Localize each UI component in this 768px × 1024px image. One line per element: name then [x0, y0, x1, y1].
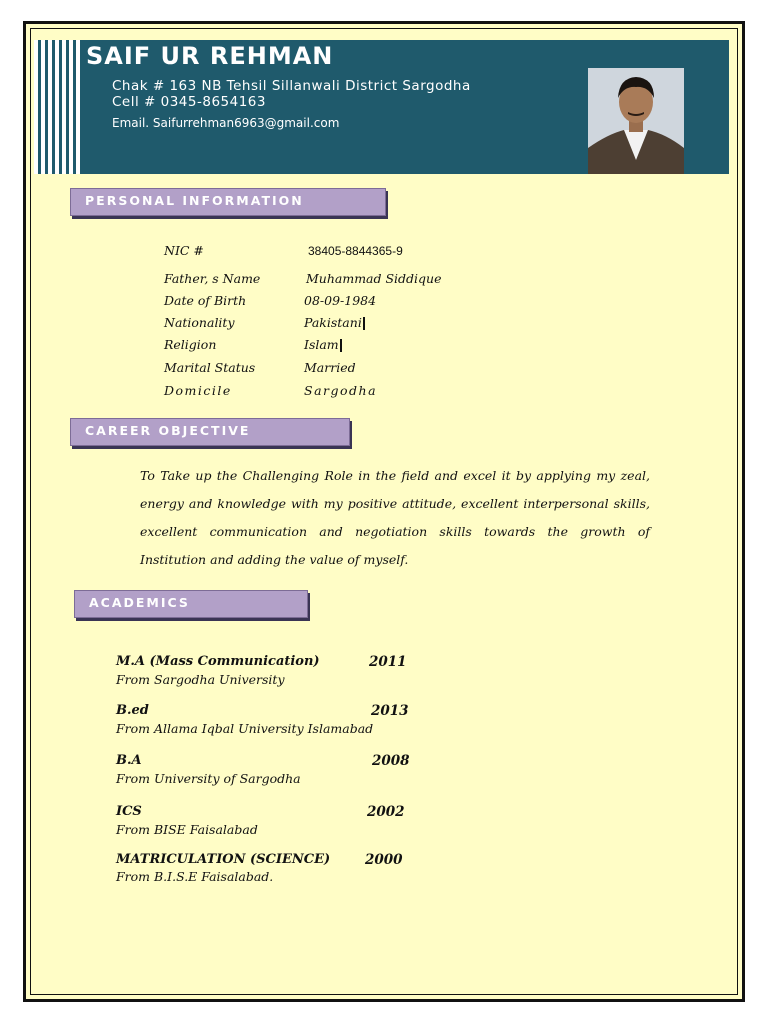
field-value: Muhammad Siddique	[306, 271, 442, 286]
person-photo-icon	[588, 68, 684, 174]
field-value: Married	[304, 360, 356, 375]
institution: From Allama Iqbal University Islamabad	[116, 721, 374, 736]
field-label: Religion	[164, 337, 217, 352]
year: 2002	[367, 804, 405, 820]
year: 2011	[369, 654, 407, 670]
cell-number: Cell # 0345-8654163	[112, 94, 266, 110]
section-academics: ACADEMICS	[74, 590, 308, 618]
field-label: Nationality	[164, 315, 235, 330]
header-banner	[34, 40, 729, 174]
decorative-stripes	[34, 40, 80, 174]
field-value: 08-09-1984	[304, 293, 377, 308]
section-personal-information: PERSONAL INFORMATION	[70, 188, 386, 216]
field-label: Marital Status	[164, 360, 256, 375]
field-label: Domicile	[164, 383, 232, 398]
year: 2013	[371, 703, 409, 719]
email: Email. Saifurrehman6963@gmail.com	[112, 116, 340, 130]
degree: M.A (Mass Communication)	[116, 654, 320, 669]
profile-photo	[588, 68, 684, 174]
candidate-name: SAIF UR REHMAN	[86, 42, 334, 70]
field-value: Pakistani	[304, 315, 365, 330]
year: 2000	[365, 852, 403, 868]
institution: From BISE Faisalabad	[116, 822, 258, 837]
degree: B.ed	[116, 703, 149, 718]
institution: From B.I.S.E Faisalabad.	[116, 869, 274, 884]
institution: From Sargodha University	[116, 672, 285, 687]
contact-block	[112, 78, 471, 110]
address: Chak # 163 NB Tehsil Sillanwali District Sargodha	[112, 78, 471, 94]
field-value: Sargodha	[304, 383, 378, 398]
degree: B.A	[116, 753, 142, 768]
degree: ICS	[116, 804, 142, 819]
degree: MATRICULATION (SCIENCE)	[116, 852, 331, 867]
institution: From University of Sargodha	[116, 771, 301, 786]
career-objective-text: To Take up the Challenging Role in the field and excel it by applying my zeal, energy and knowledge with my positive attitude, excellent interpersonal skills, excellent communication and negotiation skills towards the growth of Institution and adding the value of myself.	[140, 468, 650, 567]
year: 2008	[372, 753, 410, 769]
field-label: Date of Birth	[164, 293, 247, 308]
field-value: Islam	[304, 337, 342, 352]
section-career-objective: CAREER OBJECTIVE	[70, 418, 350, 446]
field-label: Father, s Name	[164, 271, 261, 286]
resume-page	[23, 21, 745, 1002]
field-value: 38405-8844365-9	[308, 244, 403, 258]
field-label: NIC #	[164, 243, 204, 258]
